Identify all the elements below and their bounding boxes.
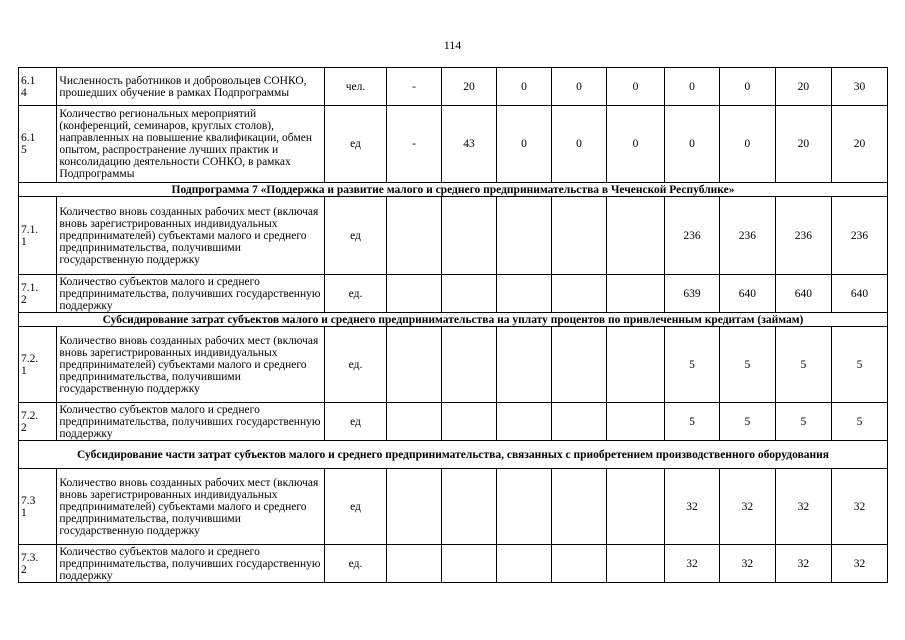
indicator-name: Количество субъектов малого и среднего предпринимательства, получивших государственную поддержку	[57, 545, 325, 583]
section-title: Субсидирование части затрат субъектов малого и среднего предпринимательства, связанных с приобретением производственного оборудования	[19, 441, 888, 469]
value-cell	[551, 545, 606, 583]
value-cell: 0	[551, 68, 606, 106]
value-cell	[442, 469, 497, 545]
value-cell	[551, 403, 606, 441]
unit-cell: ед.	[324, 545, 386, 583]
value-cell: 32	[664, 545, 719, 583]
value-cell	[497, 403, 552, 441]
value-cell	[606, 197, 664, 275]
row-number: 6.1 4	[19, 68, 57, 106]
page-number: 114	[443, 38, 462, 52]
unit-cell: ед	[324, 106, 386, 183]
value-cell: 0	[719, 106, 775, 183]
row-number: 7.2. 2	[19, 403, 57, 441]
section-row	[19, 441, 888, 469]
row-number: 6.1 5	[19, 106, 57, 183]
value-cell: 5	[664, 403, 719, 441]
value-cell	[551, 197, 606, 275]
section-row	[19, 183, 888, 197]
value-cell: 32	[775, 469, 831, 545]
value-cell: 5	[831, 403, 887, 441]
unit-cell: ед	[324, 403, 386, 441]
indicator-name: Количество вновь созданных рабочих мест (включая вновь зарегистрированных индивидуальных предпринимателей) субъектами малого и среднего предпринимательства, получившими государственную поддержку	[57, 327, 325, 403]
section-title: Субсидирование затрат субъектов малого и среднего предпринимательства на уплату процентов по привлеченным кредитам (займам)	[19, 313, 888, 327]
value-cell: 640	[831, 275, 887, 313]
value-cell	[442, 327, 497, 403]
row-number: 7.1. 1	[19, 197, 57, 275]
value-cell	[387, 275, 442, 313]
value-cell: 639	[664, 275, 719, 313]
value-cell	[387, 545, 442, 583]
indicator-name: Количество вновь созданных рабочих мест (включая вновь зарегистрированных индивидуальных предпринимателей) субъектами малого и среднего предпринимательства, получившими государственную поддержку	[57, 197, 325, 275]
value-cell: 5	[719, 327, 775, 403]
value-cell: 5	[775, 327, 831, 403]
value-cell: 20	[775, 68, 831, 106]
value-cell: 5	[831, 327, 887, 403]
table-row	[19, 327, 888, 403]
value-cell	[442, 275, 497, 313]
value-cell: 236	[775, 197, 831, 275]
unit-cell: чел.	[324, 68, 386, 106]
value-cell	[551, 275, 606, 313]
table-row	[19, 275, 888, 313]
value-cell: 0	[664, 68, 719, 106]
value-cell	[387, 197, 442, 275]
indicator-name: Численность работников и добровольцев СОНКО, прошедших обучение в рамках Подпрограммы	[57, 68, 325, 106]
value-cell	[497, 545, 552, 583]
indicator-name: Количество региональных мероприятий (конференций, семинаров, круглых столов), направленных на повышение квалификации, обмен опытом, распространение лучших практик и консолидацию деятельности СОНКО, в рамках Подпрограммы	[57, 106, 325, 183]
value-cell: 30	[831, 68, 887, 106]
value-cell: 0	[664, 106, 719, 183]
value-cell	[497, 469, 552, 545]
value-cell: 236	[719, 197, 775, 275]
value-cell	[551, 469, 606, 545]
unit-cell: ед.	[324, 275, 386, 313]
value-cell	[606, 403, 664, 441]
row-number: 7.2. 1	[19, 327, 57, 403]
value-cell: -	[387, 106, 442, 183]
value-cell: 0	[719, 68, 775, 106]
indicator-name: Количество вновь созданных рабочих мест (включая вновь зарегистрированных индивидуальных предпринимателей) субъектами малого и среднего предпринимательства, получившими государственную поддержку	[57, 469, 325, 545]
value-cell: 32	[831, 469, 887, 545]
value-cell	[442, 403, 497, 441]
value-cell	[442, 545, 497, 583]
value-cell	[606, 545, 664, 583]
value-cell	[497, 197, 552, 275]
section-row	[19, 313, 888, 327]
value-cell: 0	[497, 106, 552, 183]
value-cell: 5	[664, 327, 719, 403]
value-cell: 5	[719, 403, 775, 441]
value-cell	[606, 327, 664, 403]
value-cell: 32	[719, 545, 775, 583]
value-cell: 20	[831, 106, 887, 183]
value-cell: 20	[775, 106, 831, 183]
value-cell: 236	[664, 197, 719, 275]
table-row	[19, 106, 888, 183]
value-cell	[387, 469, 442, 545]
indicator-name: Количество субъектов малого и среднего предпринимательства, получивших государственную поддержку	[57, 403, 325, 441]
unit-cell: ед.	[324, 327, 386, 403]
section-title: Подпрограмма 7 «Поддержка и развитие малого и среднего предпринимательства в Чеченской Республике»	[19, 183, 888, 197]
value-cell: 236	[831, 197, 887, 275]
table-row	[19, 68, 888, 106]
value-cell	[497, 275, 552, 313]
value-cell: 20	[442, 68, 497, 106]
indicators-table	[18, 67, 888, 583]
value-cell	[442, 197, 497, 275]
table-body	[19, 68, 888, 583]
table-row	[19, 403, 888, 441]
value-cell: 5	[775, 403, 831, 441]
indicator-name: Количество субъектов малого и среднего предпринимательства, получивших государственную поддержку	[57, 275, 325, 313]
row-number: 7.1. 2	[19, 275, 57, 313]
row-number: 7.3 1	[19, 469, 57, 545]
value-cell: 640	[719, 275, 775, 313]
value-cell: 32	[831, 545, 887, 583]
value-cell: 640	[775, 275, 831, 313]
value-cell: 32	[719, 469, 775, 545]
value-cell: 0	[606, 106, 664, 183]
value-cell: 43	[442, 106, 497, 183]
value-cell: 32	[775, 545, 831, 583]
unit-cell: ед	[324, 197, 386, 275]
value-cell: 0	[551, 106, 606, 183]
value-cell	[497, 327, 552, 403]
table-row	[19, 469, 888, 545]
table-row	[19, 545, 888, 583]
row-number: 7.3. 2	[19, 545, 57, 583]
value-cell: 32	[664, 469, 719, 545]
value-cell	[606, 275, 664, 313]
value-cell	[606, 469, 664, 545]
value-cell	[387, 403, 442, 441]
value-cell: 0	[606, 68, 664, 106]
value-cell: 0	[497, 68, 552, 106]
value-cell	[551, 327, 606, 403]
value-cell: -	[387, 68, 442, 106]
value-cell	[387, 327, 442, 403]
table-row	[19, 197, 888, 275]
unit-cell: ед	[324, 469, 386, 545]
